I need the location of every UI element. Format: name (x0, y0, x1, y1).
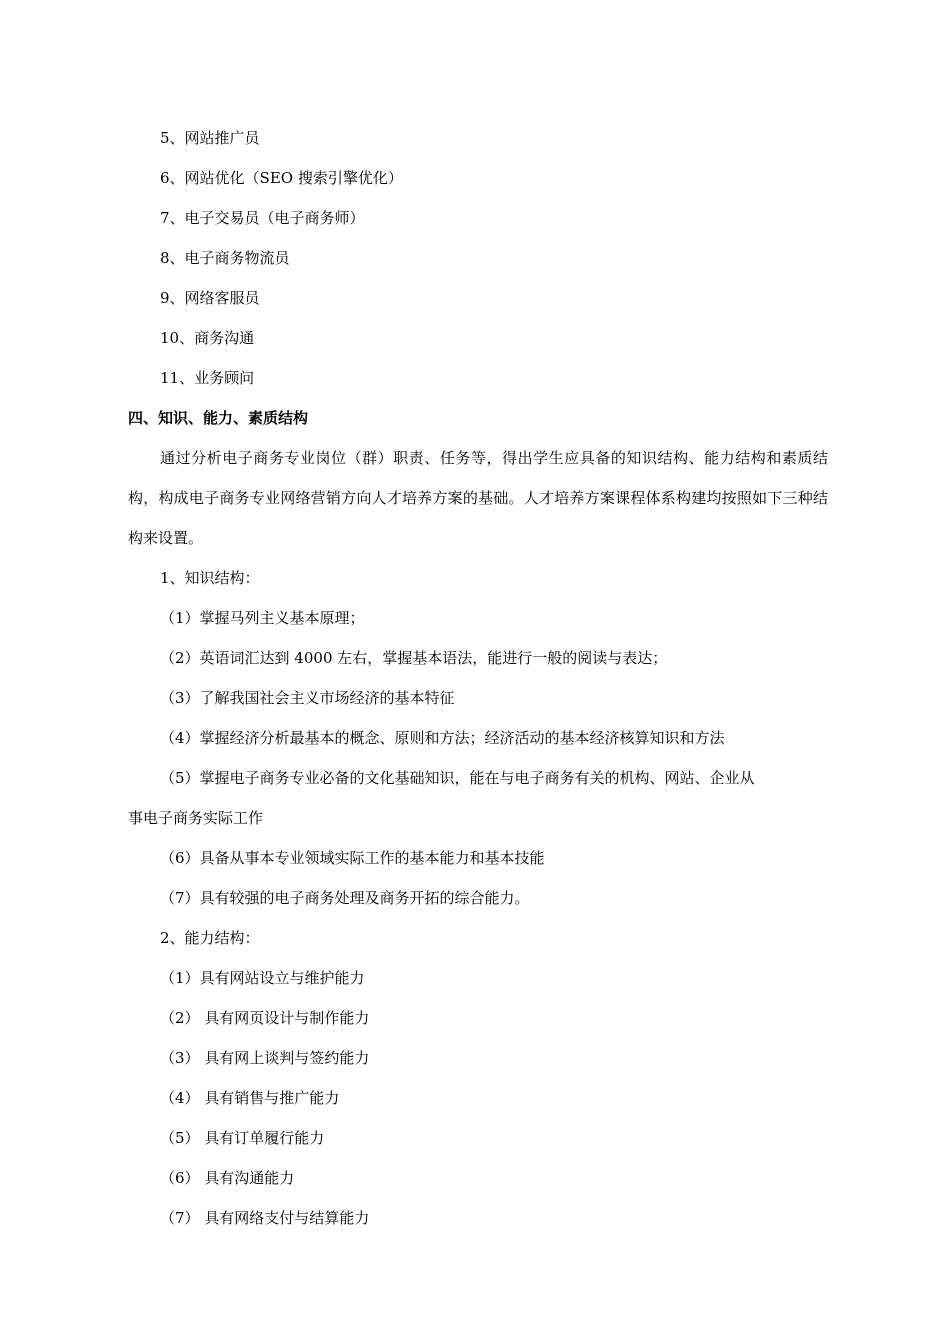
job-item: 10、商务沟通 (160, 329, 255, 347)
ability-item: （7） 具有网络支付与结算能力 (160, 1209, 370, 1227)
job-item: 9、网络客服员 (160, 289, 260, 307)
ability-item: （1）具有网站设立与维护能力 (160, 969, 365, 987)
section-heading: 四、知识、能力、素质结构 (128, 409, 309, 427)
knowledge-item: （6）具备从事本专业领域实际工作的基本能力和基本技能 (160, 849, 545, 867)
job-item: 5、网站推广员 (160, 129, 260, 147)
ability-item: （2） 具有网页设计与制作能力 (160, 1009, 370, 1027)
knowledge-item: （4）掌握经济分析最基本的概念、原则和方法；经济活动的基本经济核算知识和方法 (160, 729, 725, 747)
job-item: 7、电子交易员（电子商务师） (160, 209, 365, 227)
knowledge-item: （5）掌握电子商务专业必备的文化基础知识，能在与电子商务有关的机构、网站、企业从 (160, 769, 755, 787)
job-item: 8、电子商务物流员 (160, 249, 290, 267)
knowledge-item: （7）具有较强的电子商务处理及商务开拓的综合能力。 (160, 889, 530, 907)
job-item: 6、网站优化（SEO 搜索引擎优化） (160, 169, 403, 187)
ability-item: （4） 具有销售与推广能力 (160, 1089, 340, 1107)
knowledge-item-continuation: 事电子商务实际工作 (128, 809, 264, 827)
ability-item: （5） 具有订单履行能力 (160, 1129, 325, 1147)
job-item: 11、业务顾问 (160, 369, 255, 387)
ability-item: （6） 具有沟通能力 (160, 1169, 295, 1187)
knowledge-item: （3）了解我国社会主义市场经济的基本特征 (160, 689, 455, 707)
knowledge-title: 1、知识结构： (160, 569, 260, 587)
ability-item: （3） 具有网上谈判与签约能力 (160, 1049, 370, 1067)
ability-title: 2、能力结构： (160, 929, 260, 947)
intro-paragraph: 通过分析电子商务专业岗位（群）职责、任务等，得出学生应具备的知识结构、能力结构和素质结构，构成电子商务专业网络营销方向人才培养方案的基础。人才培养方案课程体系构建均按照如下三种结构来设置。 (128, 449, 828, 547)
knowledge-item: （1）掌握马列主义基本原理； (160, 609, 365, 627)
knowledge-item: （2）英语词汇达到 4000 左右，掌握基本语法，能进行一般的阅读与表达； (160, 649, 668, 667)
